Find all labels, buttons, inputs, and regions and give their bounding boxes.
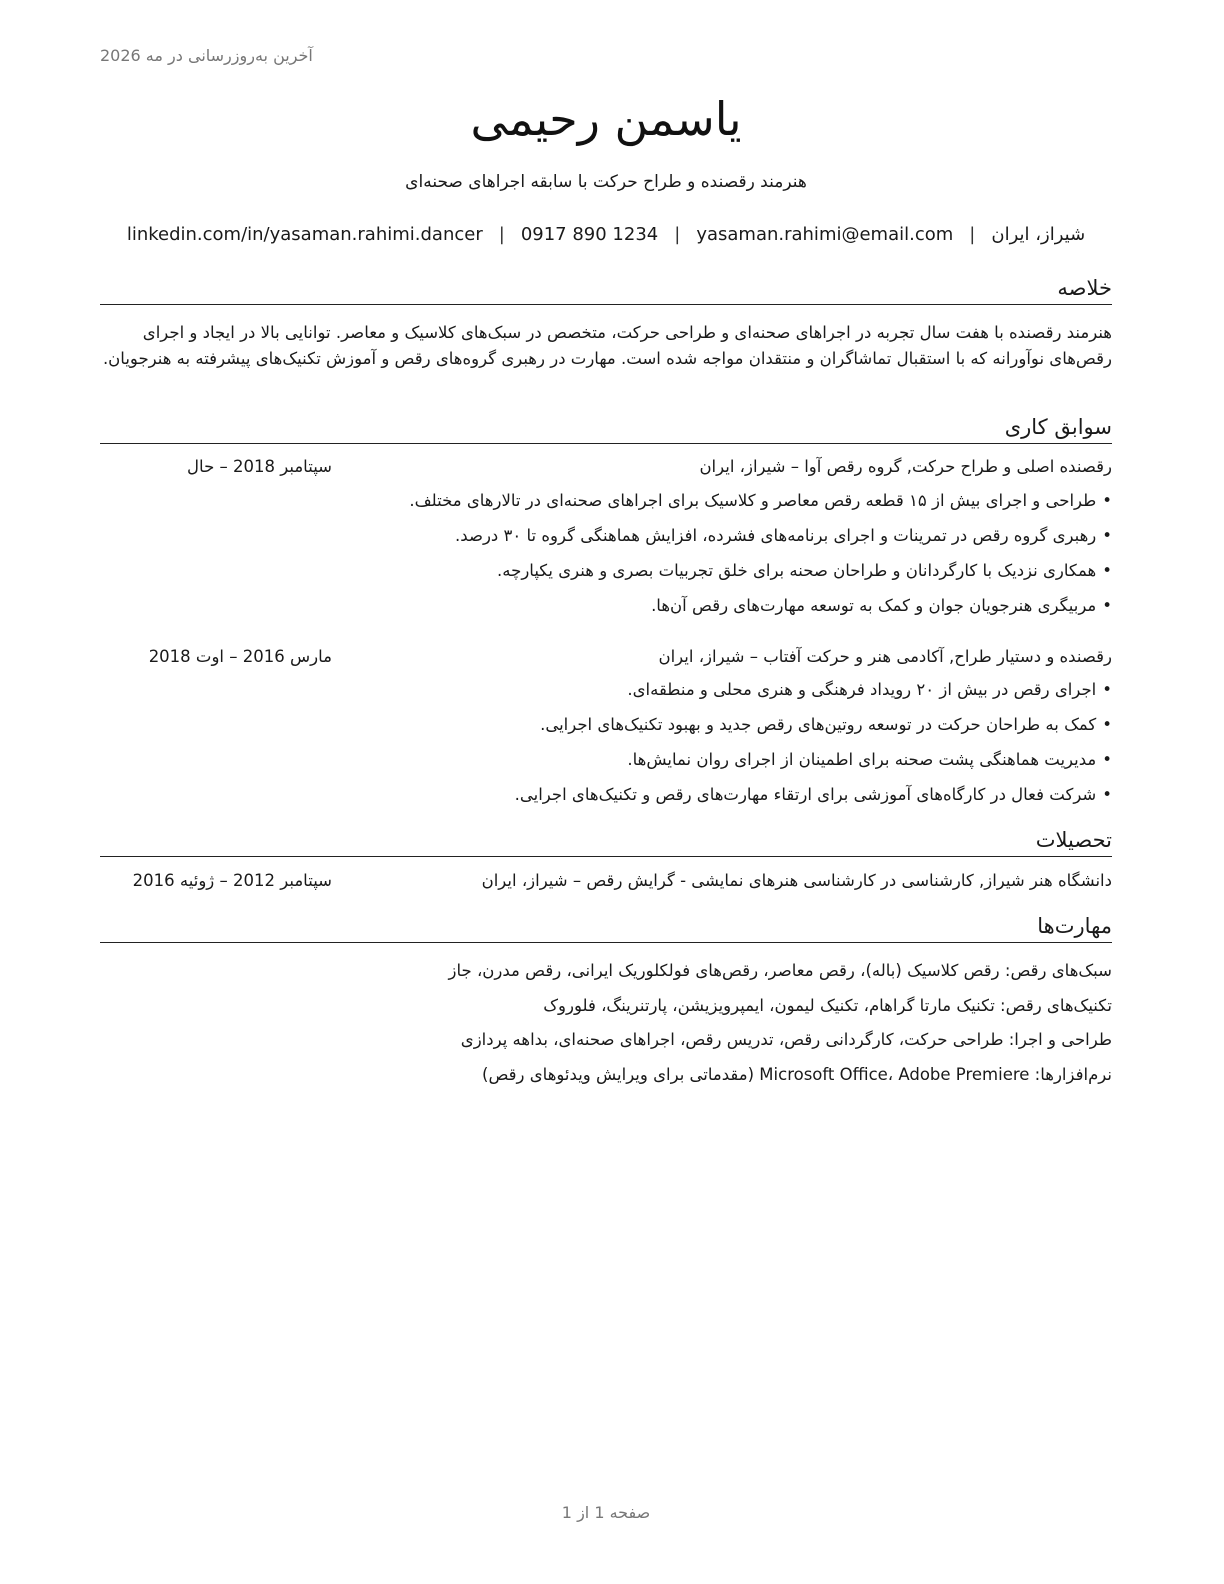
list-item: • مدیریت هماهنگی پشت صحنه برای اطمینان از اجرای روان نمایش‌ها. [100, 747, 1112, 782]
education-entry [100, 871, 1112, 897]
contact-separator: | [969, 224, 976, 245]
contact-email[interactable]: yasaman.rahimi@email.com [696, 224, 954, 245]
job-date: سپتامبر 2018 – حال [187, 457, 332, 476]
resume-page [100, 0, 1112, 1584]
list-item: • اجرای رقص در بیش از ۲۰ رویداد فرهنگی و هنری محلی و منطقه‌ای. [100, 677, 1112, 712]
list-item: تکنیک‌های رقص: تکنیک مارتا گراهام، تکنیک لیمون، ایمپرویزیشن، پارتنرینگ، فلوروک [543, 995, 1112, 1015]
section-title-skills: مهارت‌ها [100, 912, 1112, 943]
contact-phone: 0917 890 1234 [520, 224, 659, 245]
education-date: سپتامبر 2012 – ژوئیه 2016 [132, 871, 332, 890]
job-header [100, 457, 1112, 483]
candidate-name: یاسمن رحیمی [470, 92, 742, 146]
list-item: • رهبری گروه رقص در تمرینات و اجرای برنامه‌های فشرده، افزایش هماهنگی گروه تا ۳۰ درصد. [100, 523, 1112, 558]
section-title-summary: خلاصه [100, 274, 1112, 305]
tagline: هنرمند رقصنده و طراح حرکت با سابقه اجراهای صحنه‌ای [405, 172, 807, 192]
list-item: سبک‌های رقص: رقص کلاسیک (باله)، رقص معاصر، رقص‌های فولکلوریک ایرانی، رقص مدرن، جاز [448, 961, 1112, 980]
skills-list [100, 958, 1112, 1096]
summary-text: هنرمند رقصنده با هفت سال تجربه در اجراهای صحنه‌ای و طراحی حرکت، متخصص در سبک‌های کلاسیک و معاصر. توانایی بالا در ایجاد و اجرای رقص‌های نوآورانه که با استقبال تماشاگران و منتقدان مواجه شده است. مهارت در رهبری گروه‌های رقص و آموزش تکنیک‌های پیشرفته به هنرجویان. [102, 323, 1112, 368]
job-bullets [100, 677, 1112, 817]
education-title: دانشگاه هنر شیراز, کارشناسی در کارشناسی هنرهای نمایشی - گرایش رقص – شیراز، ایران [481, 871, 1112, 890]
list-item: طراحی و اجرا: طراحی حرکت، کارگردانی رقص، تدریس رقص، اجراهای صحنه‌ای، بداهه پردازی [460, 1030, 1112, 1049]
list-item: • شرکت فعال در کارگاه‌های آموزشی برای ارتقاء مهارت‌های رقص و تکنیک‌های اجرایی. [100, 782, 1112, 817]
page-number: صفحه 1 از 1 [561, 1503, 651, 1522]
contact-separator: | [498, 224, 505, 245]
last-updated: آخرین به‌روزرسانی در مه 2026 [100, 46, 313, 65]
job-date: مارس 2016 – اوت 2018 [148, 647, 332, 666]
contact-line [100, 224, 1112, 245]
list-item: • همکاری نزدیک با کارگردانان و طراحان صحنه برای خلق تجربیات بصری و هنری یکپارچه. [100, 558, 1112, 593]
job-bullets [100, 488, 1112, 628]
job-title: رقصنده و دستیار طراح, آکادمی هنر و حرکت آفتاب – شیراز، ایران [658, 647, 1112, 666]
list-item: • مربیگری هنرجویان جوان و کمک به توسعه مهارت‌های رقص آن‌ها. [100, 593, 1112, 628]
job-title: رقصنده اصلی و طراح حرکت, گروه رقص آوا – شیراز، ایران [699, 457, 1112, 476]
list-item: • طراحی و اجرای بیش از ۱۵ قطعه رقص معاصر و کلاسیک برای اجراهای صحنه‌ای در تالارهای مختلف. [100, 488, 1112, 523]
contact-separator: | [674, 224, 681, 245]
section-title-education: تحصیلات [100, 826, 1112, 857]
job-header [100, 647, 1112, 673]
list-item: • کمک به طراحان حرکت در توسعه روتین‌های رقص جدید و بهبود تکنیک‌های اجرایی. [100, 712, 1112, 747]
contact-location: شیراز، ایران [991, 224, 1086, 245]
list-item: نرم‌افزارها: Microsoft Office، Adobe Premiere (مقدماتی برای ویرایش ویدئوهای رقص) [482, 1064, 1112, 1084]
section-title-experience: سوابق کاری [100, 413, 1112, 444]
contact-linkedin[interactable]: linkedin.com/in/yasaman.rahimi.dancer [126, 224, 483, 245]
